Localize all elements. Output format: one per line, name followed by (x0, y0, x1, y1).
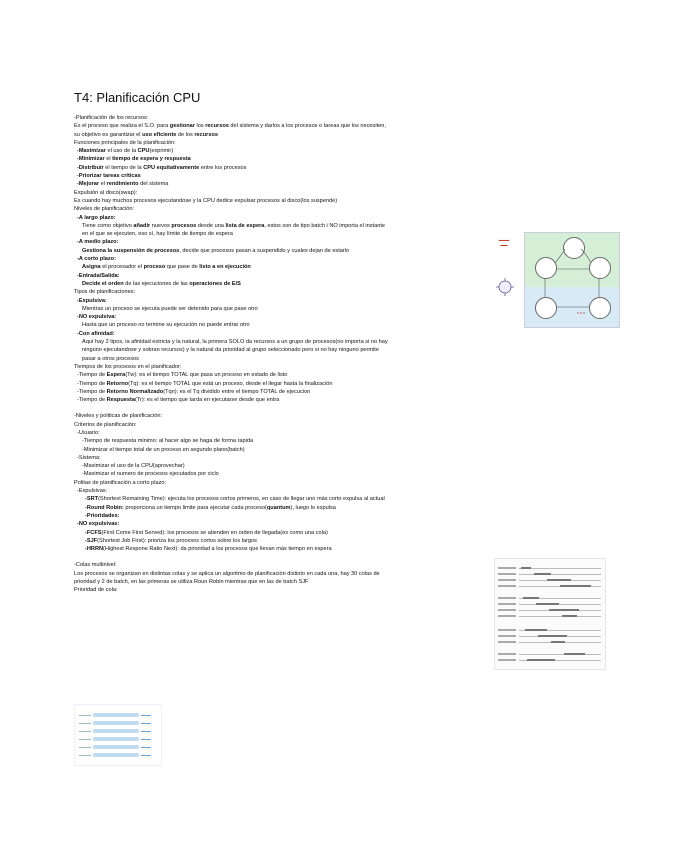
text-line (74, 578, 494, 586)
text-line (74, 313, 494, 321)
figure-caption-mark: ▬▬▬ ▬▬ (498, 238, 510, 247)
text: (Tr): es el tiempo que tarda en ejecutarse desde que entra (134, 397, 280, 404)
bold-text: -SJF (85, 537, 98, 544)
text-line (74, 545, 494, 553)
text-line (74, 396, 494, 404)
text: que pase de (165, 264, 200, 271)
text-line (74, 288, 494, 296)
text: Tipos de planificaciones: (74, 289, 136, 296)
gantt-bar (521, 567, 531, 569)
queue-label (79, 731, 91, 732)
bold-text: -Prioridades: (85, 512, 120, 519)
gantt-row-line (519, 574, 601, 575)
gantt-row-line (519, 568, 601, 569)
gantt-row-label (498, 603, 516, 605)
text-line (74, 504, 494, 512)
bold-text: Espera (106, 372, 126, 379)
cpu-icon (494, 276, 516, 298)
queue-arrow (141, 715, 151, 716)
text: desde una (196, 222, 226, 229)
bold-text: procesos (171, 222, 197, 229)
text: (Tq): es el tiempo TOTAL que está un proceso, desde el llegar hasta la finalización (128, 380, 333, 387)
bold-text: -A medio plazo: (77, 239, 119, 246)
text-line (74, 462, 494, 470)
bold-text: añadir (133, 222, 151, 229)
text-line (74, 131, 494, 139)
text: los (194, 123, 206, 130)
text-line (74, 512, 494, 520)
scheduling-comparison-figure (494, 558, 606, 670)
text-line (74, 561, 494, 569)
text-line (74, 429, 494, 437)
bold-text: -Round Robin: (85, 504, 124, 511)
bold-text: Gestiona la suspensión de procesos (82, 247, 180, 254)
bold-text: recursos (205, 123, 229, 130)
gantt-bar (560, 585, 591, 587)
text-line (74, 139, 494, 147)
gantt-bar (562, 615, 577, 617)
text: Niveles de planificación: (74, 206, 135, 213)
text-line (74, 338, 494, 346)
text-line (74, 355, 494, 363)
text: (Tw): es el tiempo TOTAL que pasa un proceso en estado de listo (125, 372, 288, 379)
text-line (74, 114, 494, 122)
text: -Tiempo de (77, 380, 107, 387)
text-line (74, 272, 494, 280)
gantt-row-label (498, 629, 516, 631)
text: -Planificación de los recursos: (74, 115, 149, 121)
text: -Tiempo de respuesta minimo: al hacer algo se haga de forma rapida (82, 438, 254, 445)
gantt-row-label (498, 597, 516, 599)
text-line (74, 371, 494, 379)
bold-text: recursos (194, 131, 218, 138)
bold-text: proceso (143, 264, 166, 271)
text: Aquí hay 2 tipos, la afinidad estricta y la natural, la primera SOLO da recursos a un grupo de procesos(no importa si no hay (82, 339, 388, 346)
text: -Tiempo de (77, 372, 107, 379)
text: -Tiempo de (77, 388, 107, 395)
gantt-row-line (519, 604, 601, 605)
queue-bar (93, 721, 139, 725)
text-line (74, 346, 494, 354)
text-line (74, 297, 494, 305)
bold-text: Retorno Normalizado (106, 388, 164, 395)
text-line (74, 214, 494, 222)
text-line (74, 321, 494, 329)
bold-text: quantum (266, 504, 291, 511)
text: de los (176, 131, 195, 138)
text: (Tqn): es el Tq dividido entre el tiempo TOTAL de ejecucion (163, 388, 311, 395)
text-line (74, 479, 494, 487)
gantt-bar (547, 579, 571, 581)
queue-arrow (141, 739, 151, 740)
text: (Highest Respone Ratio Next): da prioridad a los procesos que llevan más tiempo en espera (103, 546, 332, 553)
text: -Minimizar el tiempo total de un proceso en segundo plano(batch) (82, 446, 245, 453)
queue-arrow (141, 723, 151, 724)
gantt-row-label (498, 609, 516, 611)
bold-text: -NO expulsiva: (77, 314, 117, 321)
text-line (74, 388, 494, 396)
text-line (74, 495, 494, 503)
bold-text: uso eficiente (142, 131, 177, 138)
text-line (74, 380, 494, 388)
bold-text: -SRT (85, 496, 99, 503)
bold-text: rendimiento (106, 181, 139, 188)
text: Tiempos de los procesos en el planificador: (74, 363, 182, 370)
text: prioridad y 2 de batch, en las primeras se utiliza Roun Robin mientras que en las de batch SJF (74, 579, 309, 586)
queue-arrow (141, 731, 151, 732)
gantt-row-label (498, 615, 516, 617)
bold-text: lista de espera (225, 222, 265, 229)
text-line (74, 189, 494, 197)
bold-text: -A largo plazo: (77, 214, 116, 221)
text: de las ejecuciones de las (123, 280, 190, 287)
text-line (74, 222, 494, 230)
bold-text: listo a en ejecución (199, 264, 251, 271)
text-line (74, 205, 494, 213)
text: el uso de la (105, 148, 138, 155)
text: del sistema (138, 181, 169, 188)
text-line (74, 255, 494, 263)
text: Es cuando hay muchos procesos ejecutandose y la CPU dedice expulsar procesos al disco(los suspende) (74, 197, 338, 204)
gantt-row-label (498, 641, 516, 643)
text: , estos son de tipo batch i NO importa el instante (264, 222, 385, 229)
text: (exprimir) (149, 148, 174, 155)
text-line (74, 437, 494, 445)
state-transitions (525, 233, 619, 327)
bold-text: -Maximizar (77, 148, 106, 155)
text: (First Come First Served): los procesos se atienden en orden de llegada(es como una cola) (101, 529, 328, 536)
text-line (74, 164, 494, 172)
text: Tiene como objetivo (82, 222, 134, 229)
text-line (74, 570, 494, 578)
gantt-bar (527, 659, 555, 661)
bold-text: Respuesta (106, 397, 135, 404)
bold-text: -Mejorar (77, 181, 100, 188)
state-diagram-panel (524, 232, 620, 328)
text-line (74, 446, 494, 454)
bold-text: CPU (137, 148, 150, 155)
document-body (74, 114, 494, 595)
text: Mientras un proceso se ejecuta puede ser detenido para que pase otro (82, 305, 258, 312)
text: su objetivo es garantizar el (74, 131, 143, 138)
queue-arrow (141, 747, 151, 748)
bold-text: -FCFS (85, 529, 102, 536)
bold-text: -Con afinidad: (77, 330, 115, 337)
text-line (74, 537, 494, 545)
text: -Expulsivas: (77, 488, 108, 495)
text: ninguno ejecutandose y sobran recursos) y la natural da prioridad al grupo seleccionado pero si no hay ninguno permite (82, 347, 379, 354)
text: -Niveles y politicas de planificación: (74, 413, 162, 420)
text: , decide que procesos pasan a suspendido y cuales dejan de estarlo (179, 247, 350, 254)
text-line (74, 520, 494, 528)
multilevel-queue-figure (74, 704, 162, 766)
text-line (74, 180, 494, 188)
bold-text: tiempo de espera y respuesta (112, 156, 191, 163)
text-line (74, 305, 494, 313)
text: el procesador el (100, 264, 144, 271)
text-line (74, 363, 494, 371)
text: -Colas multinivel: (74, 562, 117, 569)
text: Politas de planificación a corto plazo: (74, 479, 167, 486)
text: proporciona un tiempo limite para ejecutar cada proceso( (123, 504, 267, 511)
text: -Maximizar el numero de procesos ejecutados por ciclo (82, 471, 219, 478)
bold-text: -Priorizar tareas críticas (77, 173, 141, 180)
text: entre los procesos (199, 164, 247, 171)
gantt-bar (525, 629, 547, 631)
gantt-row-label (498, 635, 516, 637)
queue-label (79, 723, 91, 724)
gantt-bar (534, 573, 551, 575)
queue-bar (93, 729, 139, 733)
page-title: T4: Planificación CPU (74, 90, 201, 105)
gantt-row-line (519, 616, 601, 617)
text: nuevos (150, 222, 172, 229)
queue-arrow (141, 755, 151, 756)
gantt-bar (549, 609, 579, 611)
text-line (74, 280, 494, 288)
spacer (74, 404, 494, 412)
bold-text: -Minimizar (77, 156, 105, 163)
text-line (74, 122, 494, 130)
bold-text: gestionar (169, 123, 195, 130)
text: el tiempo de la (103, 164, 144, 171)
text-line (74, 147, 494, 155)
process-states-figure (486, 232, 618, 326)
text-line (74, 421, 494, 429)
text: el (99, 181, 107, 188)
text: -Tiempo de (77, 397, 107, 404)
bold-text: -NO expulsivas: (77, 521, 120, 528)
bold-text: -Entrada/Salida: (77, 272, 120, 279)
queue-bar (93, 745, 139, 749)
text: Es el proceso que realiza el S.O. para (74, 123, 170, 130)
queue-bar (93, 737, 139, 741)
gantt-bar (538, 635, 567, 637)
gantt-row-label (498, 653, 516, 655)
text-line (74, 172, 494, 180)
bold-text: -Distribuir (77, 164, 104, 171)
bold-text: -HRRN (85, 546, 104, 553)
queue-label (79, 747, 91, 748)
gantt-row-label (498, 579, 516, 581)
queue-bar (93, 713, 139, 717)
gantt-row-label (498, 659, 516, 661)
queue-label (79, 755, 91, 756)
queue-label (79, 715, 91, 716)
text-line (74, 197, 494, 205)
gantt-row-line (519, 654, 601, 655)
text-line (74, 470, 494, 478)
text: Prioridad de cola: (74, 587, 118, 594)
queue-label (79, 739, 91, 740)
bold-text: Retorno (106, 380, 129, 387)
text: (Shortest Remaining Time): ejecuta los procesos cortos primeros, en caso de llegar uno más corto expulsa al actual (98, 496, 385, 503)
text: del sistema y darlos a los procesos o tareas que los necesiten, (228, 123, 386, 130)
text-line (74, 247, 494, 255)
gantt-bar (551, 641, 565, 643)
text-line (74, 529, 494, 537)
bold-text: Decide el orden (82, 280, 124, 287)
gantt-bar (564, 653, 585, 655)
text: Los procesos se organizan en distintas colas y se aplica un algoritmo de planificación distinto en cada una, hay 30 colas de (74, 570, 380, 577)
text: el (104, 156, 113, 163)
gantt-row-label (498, 573, 516, 575)
bold-text: -A corto plazo: (77, 256, 116, 263)
bold-text: Asigna (82, 264, 101, 271)
text-line (74, 412, 494, 420)
gantt-row-label (498, 567, 516, 569)
text: Expulsión al disco(swap): (74, 189, 138, 196)
bold-text: operaciones de E/S (189, 280, 241, 287)
text-line (74, 454, 494, 462)
text: -Sistema: (77, 454, 101, 461)
text: ), luego lo expulsa (290, 504, 336, 511)
text-line (74, 230, 494, 238)
queue-bar (93, 753, 139, 757)
text: en el que se ejecuten, eso sí, hay límite de tiempo de espera (82, 231, 233, 238)
text: pasar a otros procesos (82, 355, 139, 362)
text: -Usuario: (77, 429, 100, 436)
text-line (74, 330, 494, 338)
bold-text: CPU equitativamente (143, 164, 200, 171)
text: -Maximizar el uso de la CPU(aprovechar) (82, 463, 185, 470)
text-line (74, 238, 494, 246)
text-line (74, 155, 494, 163)
text-line (74, 487, 494, 495)
text: Funciones principales de la planificación: (74, 139, 176, 146)
text: Criterios de planificación: (74, 421, 137, 428)
gantt-bar (536, 603, 559, 605)
gantt-row-label (498, 585, 516, 587)
text-line (74, 586, 494, 594)
text-line (74, 263, 494, 271)
text: Hasta que un proceso no termine su ejecución no puede entrar otro (82, 322, 250, 329)
spacer (74, 553, 494, 561)
text: (Shortest Job First): prioriza los procesos cortos sobre los largos (97, 537, 257, 544)
bold-text: -Expulsiva: (77, 297, 107, 304)
gantt-bar (523, 597, 539, 599)
